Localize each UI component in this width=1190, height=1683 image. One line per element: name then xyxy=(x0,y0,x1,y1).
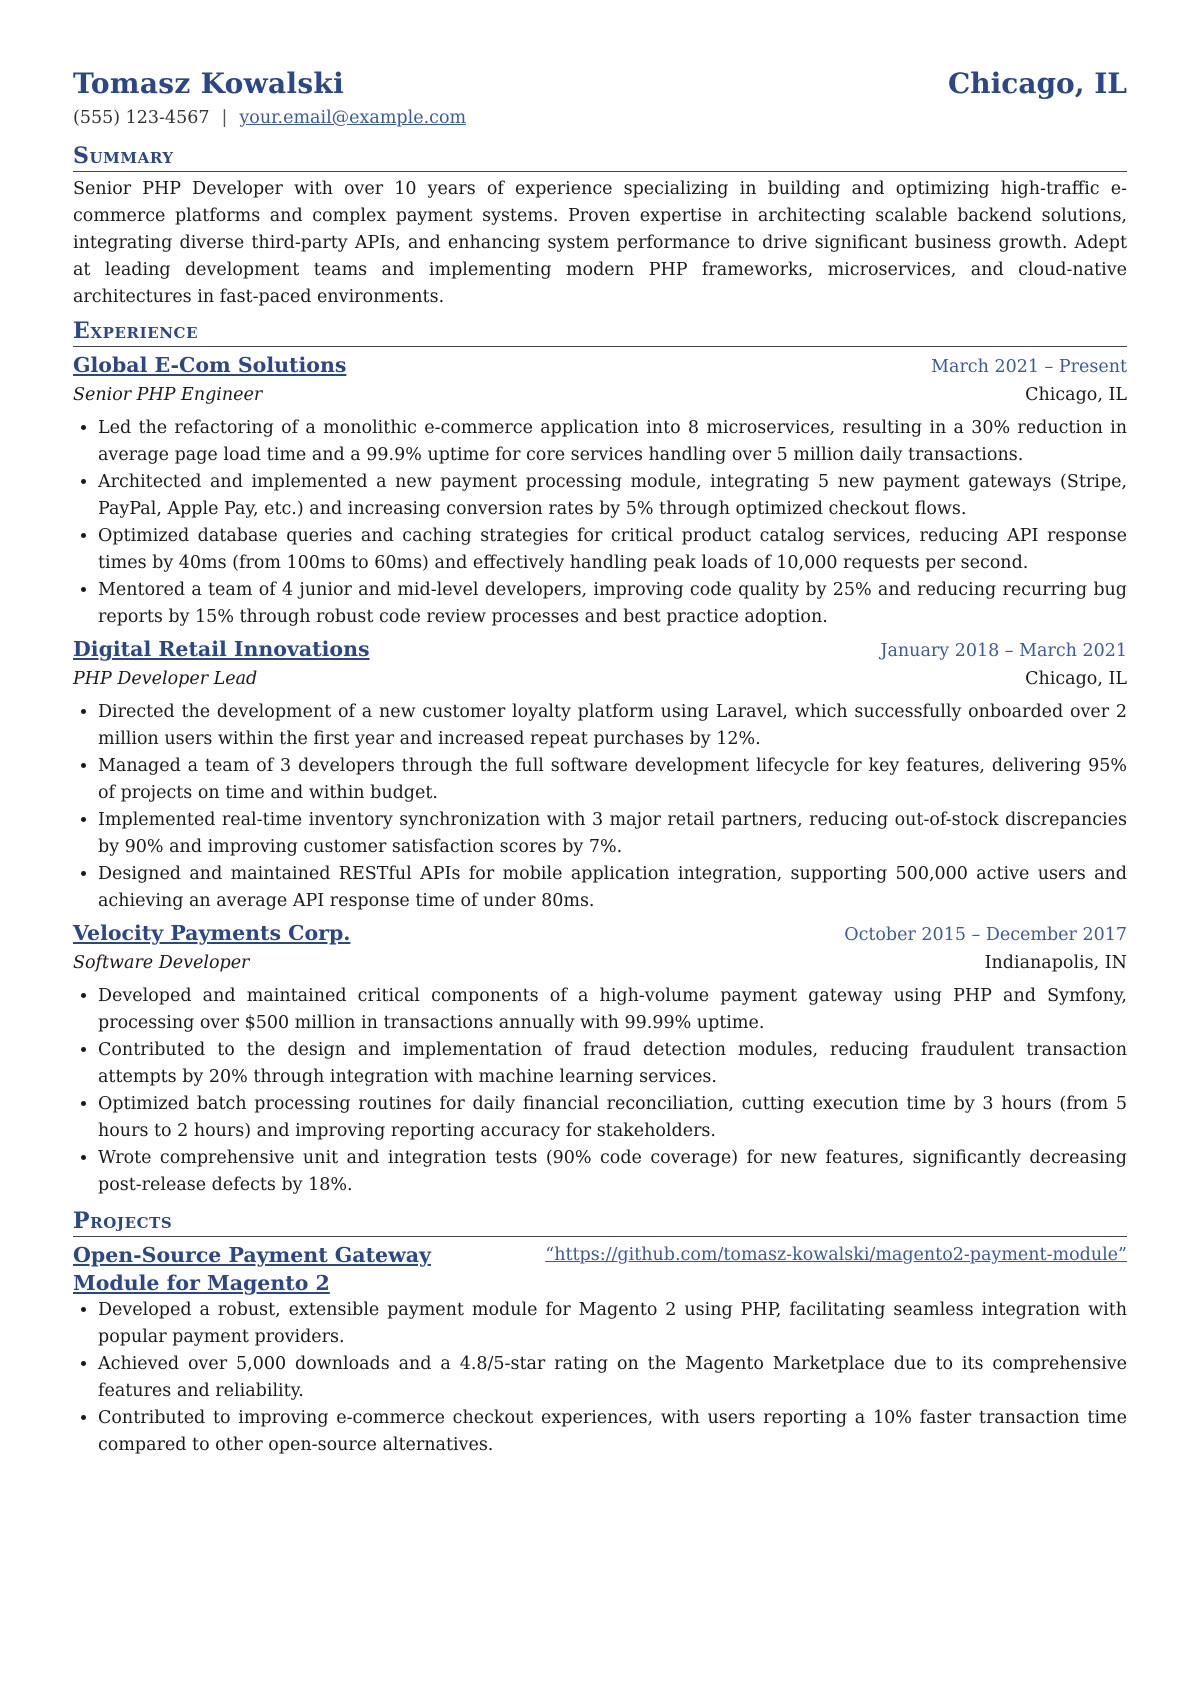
bullet-item: • Optimized database queries and caching strategies for critical product catalog services, reducing API response times by 40ms (from 100ms to 60ms) and effectively handling peak loads of 10,000 requests per second. xyxy=(98,523,1127,577)
bullet-item: • Managed a team of 3 developers through the full software development lifecycle for key features, delivering 95% of projects on time and within budget. xyxy=(98,753,1127,807)
bullet-item: • Led the refactoring of a monolithic e-commerce application into 8 microservices, resulting in a 30% reduction in average page load time and a 99.9% uptime for core services handling over 5 million daily transactions. xyxy=(98,415,1127,469)
header xyxy=(73,62,1127,106)
company-link[interactable]: Global E-Com Solutions xyxy=(73,353,347,377)
candidate-location: Chicago, IL xyxy=(947,67,1127,100)
bullet-item: • Contributed to improving e-commerce checkout experiences, with users reporting a 10% faster transaction time compared to other open-source alternatives. xyxy=(98,1405,1127,1459)
bullet-item: • Directed the development of a new customer loyalty platform using Laravel, which successfully onboarded over 2 million users within the first year and increased repeat purchases by 12%. xyxy=(98,699,1127,753)
contact-separator: | xyxy=(221,108,228,128)
company-link[interactable]: Digital Retail Innovations xyxy=(73,637,370,661)
job-bullets xyxy=(73,983,1127,1199)
job-entry xyxy=(73,919,1127,1199)
contact-line xyxy=(73,106,1127,130)
summary-heading: Summary xyxy=(73,142,1127,172)
job-bullets xyxy=(73,415,1127,631)
job-role: Senior PHP Engineer xyxy=(73,385,263,405)
bullet-item: • Optimized batch processing routines for daily financial reconciliation, cutting execution time by 3 hours (from 5 hours to 2 hours) and improving reporting accuracy for stakeholders. xyxy=(98,1091,1127,1145)
project-bullets xyxy=(73,1297,1127,1459)
bullet-item: • Developed and maintained critical components of a high-volume payment gateway using PHP and Symfony, processing over $500 million in transactions annually with 99.99% uptime. xyxy=(98,983,1127,1037)
email-link[interactable]: your.email@example.com xyxy=(239,108,467,128)
bullet-item: • Wrote comprehensive unit and integration tests (90% code coverage) for new features, significantly decreasing post-release defects by 18%. xyxy=(98,1145,1127,1199)
bullet-item: • Mentored a team of 4 junior and mid-level developers, improving code quality by 25% and reducing recurring bug reports by 15% through robust code review processes and best practice adoption. xyxy=(98,577,1127,631)
job-role: PHP Developer Lead xyxy=(73,669,258,689)
bullet-item: • Architected and implemented a new payment processing module, integrating 5 new payment gateways (Stripe, PayPal, Apple Pay, etc.) and increasing conversion rates by 5% through optimized checkout flows. xyxy=(98,469,1127,523)
candidate-name: Tomasz Kowalski xyxy=(73,67,345,100)
job-entry xyxy=(73,351,1127,631)
project-name-link[interactable]: Open-Source Payment Gateway Module for Magento 2 xyxy=(73,1243,431,1295)
summary-text: Senior PHP Developer with over 10 years of experience specializing in building and optimizing high-traffic e-commerce platforms and complex payment systems. Proven expertise in architecting scalable backend solutions, integrating diverse third-party APIs, and enhancing system performance to drive significant business growth. Adept at leading development teams and implementing modern PHP frameworks, microservices, and cloud-native architectures in fast-paced environments. xyxy=(73,179,1127,307)
job-bullets xyxy=(73,699,1127,915)
job-dates: March 2021 – Present xyxy=(931,357,1127,377)
projects-heading: Projects xyxy=(73,1207,1127,1237)
bullet-item: • Implemented real-time inventory synchronization with 3 major retail partners, reducing out-of-stock discrepancies by 90% and improving customer satisfaction scores by 7%. xyxy=(98,807,1127,861)
resume-page xyxy=(73,62,1127,1459)
company-link[interactable]: Velocity Payments Corp. xyxy=(73,921,351,945)
bullet-item: • Developed a robust, extensible payment module for Magento 2 using PHP, facilitating seamless integration with popular payment providers. xyxy=(98,1297,1127,1351)
job-location: Chicago, IL xyxy=(1025,669,1127,689)
job-location: Chicago, IL xyxy=(1025,385,1127,405)
bullet-item: • Designed and maintained RESTful APIs for mobile application integration, supporting 500,000 active users and achieving an average API response time of under 80ms. xyxy=(98,861,1127,915)
job-location: Indianapolis, IN xyxy=(984,953,1127,973)
job-entry xyxy=(73,635,1127,915)
experience-heading: Experience xyxy=(73,317,1127,347)
job-dates: October 2015 – December 2017 xyxy=(844,925,1127,945)
job-dates: January 2018 – March 2021 xyxy=(880,641,1127,661)
bullet-item: • Achieved over 5,000 downloads and a 4.8/5-star rating on the Magento Marketplace due to its comprehensive features and reliability. xyxy=(98,1351,1127,1405)
project-entry xyxy=(73,1241,1127,1459)
phone-number: (555) 123-4567 xyxy=(73,108,210,128)
project-url-link[interactable]: “https://github.com/tomasz-kowalski/magento2-payment-module” xyxy=(545,1245,1127,1265)
bullet-item: • Contributed to the design and implementation of fraud detection modules, reducing fraudulent transaction attempts by 20% through integration with machine learning services. xyxy=(98,1037,1127,1091)
job-role: Software Developer xyxy=(73,953,250,973)
